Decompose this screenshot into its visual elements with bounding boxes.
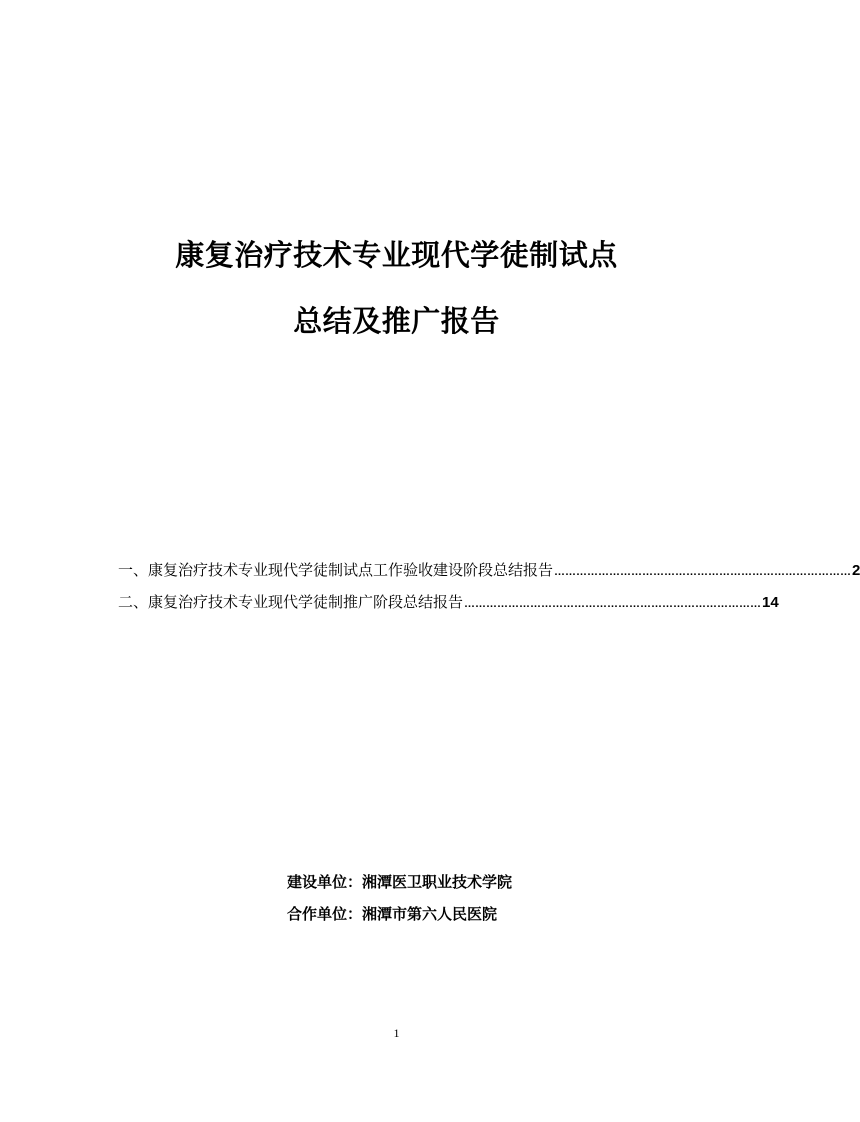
construction-unit: 建设单位：湘潭医卫职业技术学院 [287,873,513,891]
page-number: 1 [393,1026,400,1040]
toc-page-number: 2 [852,562,860,579]
toc-dot-leader: ……………………………………………………………………… [464,598,762,610]
toc-entry[interactable] [118,559,860,581]
toc-entry-text: 一、康复治疗技术专业现代学徒制试点工作验收建设阶段总结报告 [118,561,554,579]
toc-entry[interactable] [118,591,779,613]
cooperation-unit: 合作单位：湘潭市第六人民医院 [287,905,498,923]
toc-dot-leader: ……………………………………………………………………… [554,566,852,578]
toc-entry-text: 二、康复治疗技术专业现代学徒制推广阶段总结报告 [118,593,464,611]
document-title-line-1: 康复治疗技术专业现代学徒制试点 [175,238,618,272]
toc-page-number: 14 [762,594,779,611]
document-title-line-2: 总结及推广报告 [293,304,500,338]
